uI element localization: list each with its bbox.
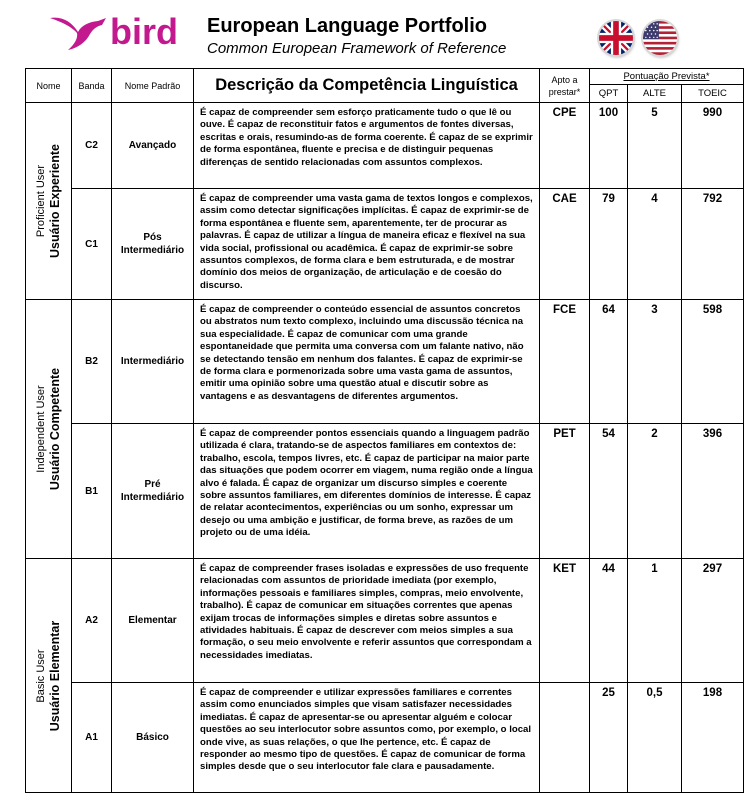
level-cell [112, 683, 194, 793]
level-line-2: Intermediário [120, 492, 185, 503]
exam-cell: FCE [540, 300, 590, 424]
exam-cell [540, 683, 590, 793]
alte-cell: 2 [628, 424, 682, 559]
alte-cell: 4 [628, 189, 682, 300]
group-en-label: Basic User [34, 648, 47, 703]
table-row [26, 424, 744, 559]
exam-cell: CPE [540, 103, 590, 189]
page-subtitle: Common European Framework of Reference [207, 40, 507, 57]
group-basic [26, 559, 72, 793]
band-cell: A1 [72, 683, 112, 793]
description-cell: É capaz de compreender e utilizar expressões familiares e correntes assim como enunciados simples que visam satisfazer necessidades imediatas. É capaz de apresentar-se ou apresentar alguém e colocar questões ao seu interlocutor sobre assuntos como, por exemplo, o local onde vive, as suas relações, o que lhe pertence, etc. É capaz de responder ao mesmo tipo de questões. É capaz de comunicar de forma simples desde que o seu interlocutor fale clara e pausadamente. [194, 683, 540, 793]
qpt-cell: 100 [590, 103, 628, 189]
level-line-1: Elementar [128, 615, 177, 626]
us-flag-icon [643, 21, 677, 55]
group-en-label: Independent User [34, 385, 47, 473]
toeic-cell: 598 [682, 300, 744, 424]
description-cell: É capaz de compreender sem esforço praticamente tudo o que lê ou ouve. É capaz de reconstituir fatos e argumentos de fontes diversas, escritas e orais, resumindo-as de forma coerente. É capaz de se exprimir de forma espontânea, fluente e precisa e de distinguir pequenas diferenças de sentido relacionadas com assuntos complexos. [194, 103, 540, 189]
group-pt-label: Usuário Competente [47, 367, 62, 491]
bird-icon [48, 12, 110, 52]
table-row [26, 300, 744, 424]
header-titles [207, 14, 506, 59]
level-cell [112, 300, 194, 424]
qpt-cell: 79 [590, 189, 628, 300]
level-cell [112, 424, 194, 559]
table-row [26, 559, 744, 683]
level-cell [112, 103, 194, 189]
alte-cell: 3 [628, 300, 682, 424]
table-row [26, 683, 744, 793]
group-en-label: Proficient User [34, 164, 47, 238]
exam-cell: CAE [540, 189, 590, 300]
toeic-cell: 396 [682, 424, 744, 559]
toeic-cell: 792 [682, 189, 744, 300]
qpt-cell: 44 [590, 559, 628, 683]
level-line-1: Intermediário [120, 356, 185, 367]
description-cell: É capaz de compreender pontos essenciais quando a linguagem padrão utilizada é clara, tratando-se de aspectos familiares em contextos de: trabalho, escola, tempos livres, etc. É capaz de participar na maior parte das situações que podem ocorrer em viagem, numa região onde a língua alvo é falada. É capaz de organizar um discurso simples e coerente sobre assuntos familiares, em diferentes domínios de interesse. É capaz de relatar acontecimentos, experiências ou um sonho, expressar um desejo ou uma ambição e justificar, de forma breve, as razões de um projeto ou de uma idéia. [194, 424, 540, 559]
col-header-qpt: QPT [590, 85, 628, 103]
language-levels-table [25, 68, 744, 793]
group-pt-label: Usuário Experiente [47, 144, 62, 258]
description-cell: É capaz de compreender uma vasta gama de textos longos e complexos, assim como detectar significações implícitas. É capaz de exprimir-se de forma espontânea e fluente sem, aparentemente, ter de procurar as palavras. É capaz de utilizar a língua de maneira eficaz e flexível na sua vida social, profissional ou acadêmica. É capaz de exprimir-se sobre assuntos complexos, de forma clara e bem estruturada, e de mostrar domínio dos meios de organização, de articulação e de coesão do discurso. [194, 189, 540, 300]
col-header-nome: Nome [26, 69, 72, 103]
logo-text: bird [110, 11, 178, 52]
apto-line-2: prestar* [548, 86, 581, 97]
band-cell: C2 [72, 103, 112, 189]
col-header-apto [540, 69, 590, 103]
level-line-1: Pós [143, 232, 162, 243]
col-header-descricao: Descrição da Competência Linguística [194, 69, 540, 103]
level-cell [112, 559, 194, 683]
uk-flag-icon [599, 21, 633, 55]
level-line-1: Avançado [128, 140, 177, 151]
band-cell: B1 [72, 424, 112, 559]
qpt-cell: 64 [590, 300, 628, 424]
table-row [26, 189, 744, 300]
alte-cell: 5 [628, 103, 682, 189]
col-header-toeic: TOEIC [682, 85, 744, 103]
level-line-1: Pré [144, 479, 161, 490]
level-line-1: Básico [136, 732, 169, 743]
level-cell [112, 189, 194, 300]
description-cell: É capaz de compreender frases isoladas e expressões de uso frequente relacionadas com assuntos de prioridade imediata (por exemplo, informações pessoais e familiares simples, compras, meio envolvente, trabalho). É capaz de comunicar em situações correntes que apenas exijam trocas de informações simples e diretas sobre assuntos e atividades habituais. É capaz de descrever com meios simples a sua formação, o seu meio envolvente e referir assuntos que correspondam a necessidades imediatas. [194, 559, 540, 683]
alte-cell: 1 [628, 559, 682, 683]
table-row [26, 103, 744, 189]
band-cell: C1 [72, 189, 112, 300]
description-cell: É capaz de compreender o conteúdo essencial de assuntos concretos ou abstratos num texto complexo, incluindo uma discussão técnica na sua especialidade. É capaz de comunicar com uma grande espontaneidade que permita uma conversa com um falante nativo, não se detectando tensão em nenhum dos falantes. É capaz de exprimir-se de forma clara e pormenorizada sobre uma vasta gama de assuntos, emitir uma opinião sobre uma questão atual e discutir sobre as vantagens e as desvantagens de diferentes argumentos. [194, 300, 540, 424]
toeic-cell: 990 [682, 103, 744, 189]
toeic-cell: 198 [682, 683, 744, 793]
page-title: European Language Portfolio [207, 15, 488, 37]
exam-cell: KET [540, 559, 590, 683]
bird-logo [48, 10, 178, 56]
qpt-cell: 54 [590, 424, 628, 559]
col-header-alte: ALTE [628, 85, 682, 103]
group-independent [26, 300, 72, 559]
qpt-cell: 25 [590, 683, 628, 793]
col-header-pontuacao: Pontuação Prevista* [590, 69, 744, 85]
group-pt-label: Usuário Elementar [47, 620, 62, 731]
alte-cell: 0,5 [628, 683, 682, 793]
group-proficient [26, 103, 72, 300]
band-cell: A2 [72, 559, 112, 683]
toeic-cell: 297 [682, 559, 744, 683]
col-header-nome-padrao: Nome Padrão [112, 69, 194, 103]
band-cell: B2 [72, 300, 112, 424]
level-line-2: Intermediário [120, 245, 185, 256]
exam-cell: PET [540, 424, 590, 559]
col-header-banda: Banda [72, 69, 112, 103]
apto-line-1: Apto a [551, 74, 578, 85]
